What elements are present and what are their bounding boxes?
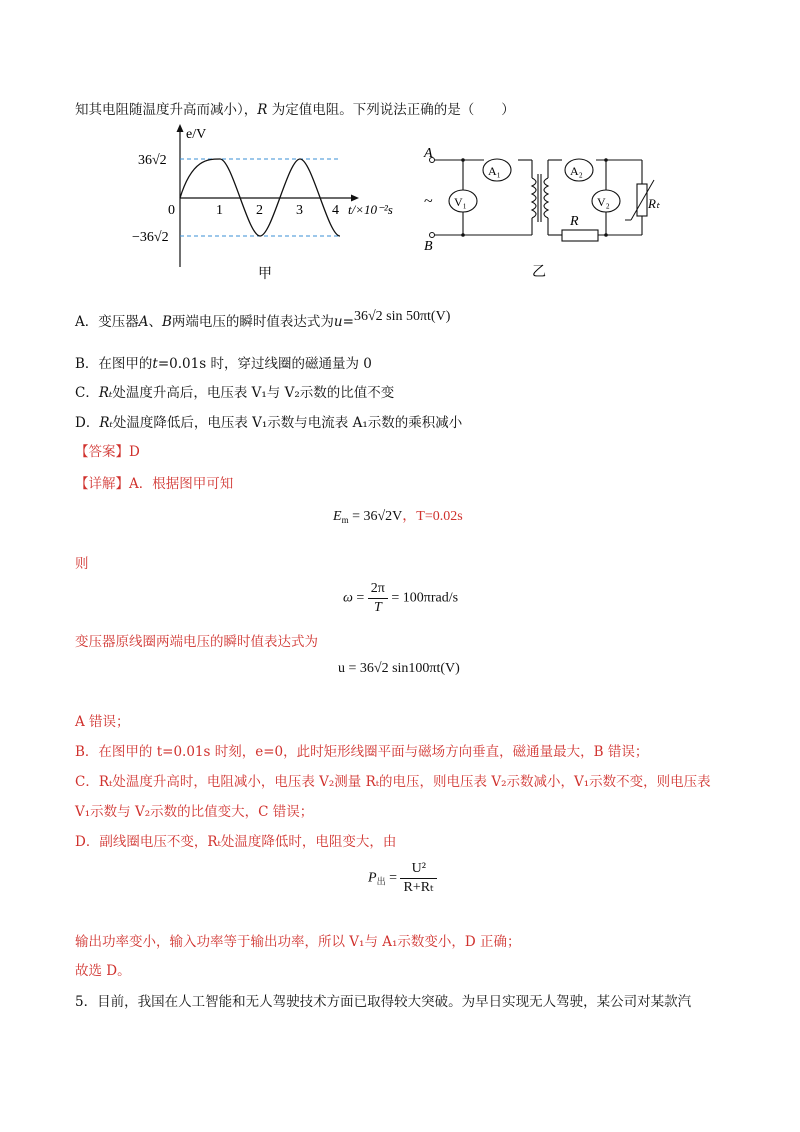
- answer-line: [75, 442, 140, 462]
- eq-em-sub: m: [341, 515, 349, 525]
- a-wrong: A 错误；: [75, 714, 130, 730]
- option-a: [75, 309, 451, 333]
- option-b-rest: =0.01s 时，穿过线圈的磁通量为 0: [157, 356, 372, 372]
- thermistor-label: Rₜ: [648, 196, 660, 211]
- eq-omega-den: [368, 599, 388, 617]
- intro-r: R: [257, 102, 268, 118]
- eq-p-den: R+Rₜ: [403, 880, 435, 895]
- jia-tick-3: 3: [296, 203, 303, 218]
- eq-p-frac: [400, 860, 437, 897]
- intro-text-a: 知其电阻随温度升高而减小），: [75, 102, 258, 118]
- resistor-r: [562, 230, 598, 241]
- voltmeter-v1: V₁: [454, 195, 467, 209]
- c-explain-1: C．Rₜ处温度升高时，电阻减小，电压表 V₂测量 Rₜ的电压，则电压表 V₂示数减小，V₁示数不变，则电压表: [75, 774, 711, 790]
- option-b: [75, 354, 372, 374]
- jia-peak-bottom: −36√2: [132, 230, 169, 245]
- option-c-rt: Rₜ: [98, 385, 113, 401]
- option-d-prefix: D．: [75, 415, 100, 431]
- intro-text-b: 为定值电阻。下列说法正确的是（ ）: [267, 102, 515, 118]
- jia-tick-2: 2: [256, 203, 263, 218]
- detail-label: 【详解】: [75, 476, 129, 492]
- option-a-prefix: A．变压器: [75, 314, 139, 330]
- option-b-t: t: [152, 356, 158, 372]
- yi-caption: 乙: [532, 265, 546, 280]
- resistor-label: R: [570, 214, 579, 229]
- ac-source-tilde: ~: [424, 193, 433, 210]
- next-question: 5．目前，我国在人工智能和无人驾驶技术方面已取得较大突破。为早日实现无人驾驶，某公司对某款汽: [75, 994, 692, 1010]
- equation-omega: ω = $\frac{2\pi}{T}$ = 100πrad/s: [343, 581, 459, 615]
- detail-start: A．根据图甲可知: [129, 476, 234, 492]
- option-a-a: A: [138, 314, 149, 330]
- eq-omega-lhs: ω: [343, 590, 353, 606]
- equation-power: $P_出$ = $\frac{\text{U²}}{\text{R+Rₜ}}$: [368, 860, 437, 897]
- primary-text: 变压器原线圈两端电压的瞬时值表达式为: [75, 634, 318, 650]
- option-a-eq: =: [342, 314, 354, 330]
- voltmeter-v2: V₂: [597, 195, 610, 209]
- eq-p-lhs: P: [368, 870, 377, 886]
- option-c-prefix: C．: [75, 385, 99, 401]
- eq-omega-frac: [368, 580, 388, 617]
- d-explain: D．副线圈电压不变，Rₜ处温度降低时，电阻变大，由: [75, 834, 397, 850]
- jia-origin: 0: [168, 203, 175, 218]
- option-c-rest: 处温度升高后，电压表 V₁与 V₂示数的比值不变: [112, 385, 395, 401]
- b-explain: B．在图甲的 t=0.01s 时刻，e=0，此时矩形线圈平面与磁场方向垂直，磁通量最大，B 错误；: [75, 744, 649, 760]
- terminal-a: A: [424, 148, 433, 161]
- jia-caption: 甲: [258, 267, 272, 282]
- c-explain-2: V₁示数与 V₂示数的比值变大，C 错误；: [75, 804, 314, 820]
- terminal-b: B: [424, 239, 433, 254]
- eq-omega-num: 2π: [368, 580, 388, 599]
- option-d: [75, 413, 462, 433]
- detail-line: [75, 474, 233, 494]
- answer-label: 【答案】: [75, 444, 129, 460]
- equation-em: [333, 505, 463, 525]
- eq-omega-rhs: = 100πrad/s: [391, 590, 459, 606]
- jia-tick-1: 1: [216, 203, 223, 218]
- eq-em-lhs: E: [333, 509, 342, 524]
- eq-p-num: U²: [400, 860, 437, 879]
- option-a-b: B: [162, 314, 172, 330]
- choose-line: 故选 D。: [75, 963, 131, 979]
- option-b-prefix: B．在图甲的: [75, 356, 153, 372]
- eq-em-rhs: = 36√2V: [348, 509, 403, 524]
- eq-p-sub: 出: [376, 876, 386, 887]
- jia-x-label: t/×10⁻²s: [348, 202, 393, 217]
- jia-tick-4: 4: [332, 203, 339, 218]
- option-d-rt: Rₜ: [99, 415, 113, 431]
- intro-line: [75, 100, 515, 120]
- eq-omega-den-text: T: [373, 600, 382, 615]
- ammeter-a2: A₂: [570, 164, 583, 178]
- ammeter-a1: A₁: [488, 164, 501, 178]
- option-a-sep: 、: [148, 314, 162, 330]
- answer-value: D: [129, 444, 140, 460]
- jia-y-label: e/V: [186, 127, 207, 142]
- equation-u: u = 36√2 sin100πt(V): [338, 661, 460, 676]
- output-line: 输出功率变小，输入功率等于输出功率，所以 V₁与 A₁示数变小，D 正确；: [75, 934, 521, 950]
- option-a-u: u: [333, 314, 343, 330]
- option-a-expr: 36√2 sin 50πt(V): [353, 309, 451, 324]
- then-line: 则: [75, 556, 89, 572]
- eq-em-tail: ，T=0.02s: [402, 509, 463, 524]
- option-d-rest: 处温度降低后，电压表 V₁示数与电流表 A₁示数的乘积减小: [112, 415, 463, 431]
- option-c: [75, 383, 394, 403]
- figure-yi: [420, 148, 660, 283]
- figure-jia: [130, 122, 415, 282]
- option-a-mid: 两端电压的瞬时值表达式为: [171, 314, 334, 330]
- jia-peak-top: 36√2: [138, 153, 167, 168]
